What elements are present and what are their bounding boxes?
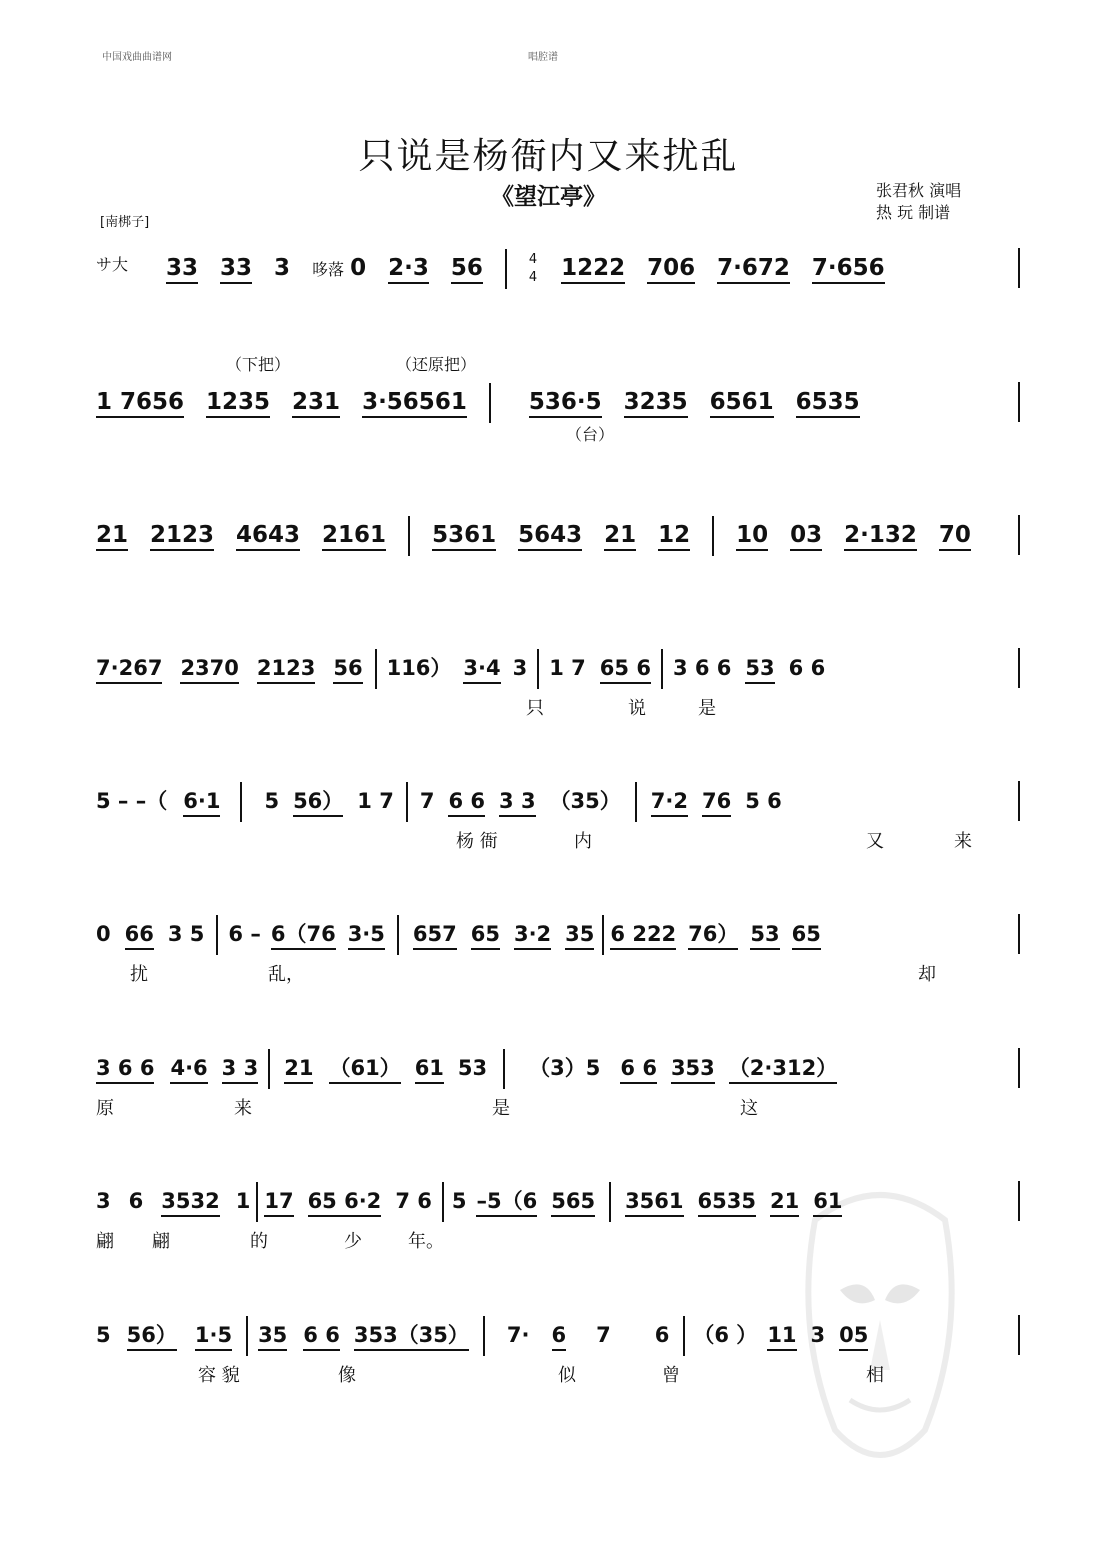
- note-group: 7: [419, 789, 435, 813]
- lyric: 似: [558, 1365, 576, 1386]
- lyric: 只: [526, 698, 544, 719]
- note-group: 6: [128, 1189, 144, 1213]
- note-group: 3·56561: [362, 389, 467, 418]
- bar-line: [397, 915, 399, 955]
- note-group: 536·5: [529, 389, 602, 418]
- lyrics-row: [96, 694, 1016, 719]
- bar-line: [1018, 914, 1020, 954]
- note-group: 3: [96, 1189, 111, 1213]
- notes-row: [96, 515, 1016, 555]
- note-group: 05: [839, 1322, 868, 1351]
- lyrics-row: [96, 1361, 1016, 1386]
- note-group: 65 6·2: [308, 1188, 382, 1217]
- lyric: 少: [344, 1231, 362, 1252]
- bar-line: [602, 915, 604, 955]
- note-group: 21: [604, 522, 636, 551]
- note-group: 1 7: [357, 789, 394, 813]
- bar-line: [1018, 515, 1020, 555]
- bar-line: [408, 516, 410, 556]
- note-group: 5: [451, 1189, 467, 1213]
- bar-line: [609, 1182, 611, 1222]
- lyric: 杨 衙: [456, 831, 498, 852]
- note-group: 7·267: [96, 655, 162, 684]
- annotation-xiaba: （下把）: [226, 355, 291, 374]
- note-group: 3·4: [463, 655, 500, 684]
- note-group: 10: [736, 522, 768, 551]
- lyric: 原: [96, 1098, 114, 1119]
- note-group: 6·1: [183, 788, 220, 817]
- note-group: 6535: [698, 1188, 756, 1217]
- lyric: 却: [918, 964, 936, 985]
- note-group: 6: [552, 1322, 567, 1351]
- note-group: 0: [350, 255, 367, 281]
- note-group: 2·3: [388, 255, 429, 284]
- note-group: 33: [166, 255, 198, 284]
- note-group: 6 6: [620, 1055, 657, 1084]
- lyric: 内: [574, 831, 592, 852]
- note-group: 6 –: [228, 922, 261, 946]
- note-group: 1222: [561, 255, 625, 284]
- note-group: 6561: [710, 389, 774, 418]
- note-group: 17: [264, 1188, 293, 1217]
- note-group: 6535: [796, 389, 860, 418]
- lyric: 翩: [96, 1231, 114, 1252]
- note-group: 35: [565, 921, 594, 950]
- lyric: 年。: [408, 1231, 444, 1252]
- note-group: 3·5: [348, 921, 385, 950]
- note-group: 5 6: [745, 789, 782, 813]
- note-group: 6（76: [271, 921, 336, 950]
- note-group: （3）5: [529, 1056, 601, 1080]
- notes-row: [96, 382, 1016, 422]
- note-group: （61）: [329, 1055, 400, 1084]
- note-group: 3: [512, 656, 528, 680]
- bar-line: [505, 249, 507, 289]
- lyric: 像: [338, 1365, 356, 1386]
- tempo-marking: サ大: [96, 255, 129, 274]
- note-group: 12: [658, 522, 690, 551]
- note-group: 21: [96, 522, 128, 551]
- note-group: 7·656: [812, 255, 885, 284]
- bar-line: [375, 649, 377, 689]
- note-group: 6 6: [788, 656, 826, 680]
- note-group: （2·312）: [729, 1055, 837, 1084]
- performer-credit: 张君秋 演唱: [876, 181, 962, 200]
- bar-line: [635, 782, 637, 822]
- bar-line: [683, 1316, 685, 1356]
- note-group: 66: [125, 921, 154, 950]
- note-group: 21: [770, 1188, 799, 1217]
- notes-row: [96, 914, 1016, 954]
- note-group: 2161: [322, 522, 386, 551]
- note-group: 1 7656: [96, 389, 184, 418]
- note-group: 2123: [150, 522, 214, 551]
- note-group: 5 – –（: [96, 789, 168, 813]
- lyric: 是: [698, 698, 716, 719]
- note-group: 61: [813, 1188, 842, 1217]
- note-group: 5: [264, 789, 280, 813]
- lyrics-row: [96, 1227, 1016, 1252]
- note-group: 3·2: [514, 921, 551, 950]
- note-group: 3 6 6: [672, 656, 732, 680]
- note-group: 61: [415, 1055, 444, 1084]
- note-group: 7·672: [717, 255, 790, 284]
- note-group: 53: [750, 921, 779, 950]
- note-group: 1: [235, 1189, 251, 1213]
- note-group: 6: [654, 1323, 670, 1347]
- note-group: （6 ）: [693, 1323, 758, 1347]
- annotation-duoluo: 哆落: [312, 260, 345, 279]
- note-group: 3532: [161, 1188, 219, 1217]
- note-group: 76）: [688, 921, 738, 950]
- site-name: 中国戏曲曲谱网: [102, 52, 172, 63]
- note-group: 70: [939, 522, 971, 551]
- note-group: 53: [745, 655, 774, 684]
- note-group: 3: [274, 255, 291, 281]
- melody-mode: [南梆子]: [100, 215, 150, 230]
- bar-line: [240, 782, 242, 822]
- bar-line: [1018, 248, 1020, 288]
- bar-line: [1018, 648, 1020, 688]
- bar-line: [483, 1316, 485, 1356]
- note-group: 1 7: [549, 656, 586, 680]
- note-group: 3 3: [222, 1055, 259, 1084]
- lyric: 来: [954, 831, 972, 852]
- bar-line: [1018, 1315, 1020, 1355]
- note-group: 2·132: [844, 522, 917, 551]
- notes-row: [96, 648, 1016, 688]
- note-group: 3235: [624, 389, 688, 418]
- bar-line: [1018, 1048, 1020, 1088]
- notes-row: [166, 248, 1016, 288]
- note-group: 4643: [236, 522, 300, 551]
- note-group: 76: [702, 788, 731, 817]
- bar-line: [537, 649, 539, 689]
- bar-line: [1018, 781, 1020, 821]
- note-group: 3 3: [499, 788, 536, 817]
- lyric: 曾: [662, 1365, 680, 1386]
- annotation-huanyuanba: （还原把）: [396, 355, 477, 374]
- annotation-tai: （台）: [566, 425, 615, 444]
- lyric: 的: [250, 1231, 268, 1252]
- note-group: 3561: [625, 1188, 683, 1217]
- note-group: 2123: [257, 655, 315, 684]
- bar-line: [246, 1316, 248, 1356]
- lyric: 翩: [152, 1231, 170, 1252]
- note-group: 7·: [506, 1323, 530, 1347]
- note-group: 5361: [432, 522, 496, 551]
- note-group: 1235: [206, 389, 270, 418]
- lyric: 扰: [130, 964, 148, 985]
- note-group: 0: [96, 922, 111, 946]
- note-group: 3 5: [167, 922, 205, 946]
- note-group: 565: [551, 1188, 595, 1217]
- note-group: 21: [284, 1055, 313, 1084]
- note-group: 3: [810, 1323, 826, 1347]
- lyrics-row: [96, 827, 1016, 852]
- bar-line: [661, 649, 663, 689]
- note-group: 2370: [180, 655, 238, 684]
- lyric: 又: [866, 831, 884, 852]
- bar-line: [216, 915, 218, 955]
- bar-line: [712, 516, 714, 556]
- note-group: 65: [471, 921, 500, 950]
- bar-line: [442, 1182, 444, 1222]
- note-group: 11: [767, 1322, 796, 1351]
- notes-row: [96, 1315, 1016, 1355]
- note-group: 65 6: [600, 655, 651, 684]
- note-group: 7: [596, 1323, 611, 1347]
- note-group: 353: [671, 1055, 715, 1084]
- note-group: 56: [451, 255, 483, 284]
- note-group: 5643: [518, 522, 582, 551]
- lyric: 容 貌: [198, 1365, 240, 1386]
- notes-row: [96, 1048, 1016, 1088]
- note-group: 65: [792, 921, 821, 950]
- time-signature: 4 4: [528, 251, 538, 285]
- bar-line: [256, 1182, 258, 1222]
- song-title: 只说是杨衙内又来扰乱: [358, 136, 739, 177]
- bar-line: [268, 1049, 270, 1089]
- note-group: 353（35）: [354, 1322, 469, 1351]
- bar-line: [1018, 1181, 1020, 1221]
- bar-line: [503, 1049, 505, 1089]
- note-group: –5（6: [476, 1188, 537, 1217]
- note-group: （35）: [549, 789, 621, 813]
- note-group: 3 6 6: [96, 1055, 154, 1084]
- note-group: 5: [96, 1323, 111, 1347]
- note-group: 1·5: [195, 1322, 232, 1351]
- note-group: 56）: [293, 788, 343, 817]
- note-group: 116）: [386, 656, 452, 680]
- note-group: 657: [413, 921, 457, 950]
- lyric: 是: [492, 1098, 510, 1119]
- lyrics-row: [96, 960, 1016, 985]
- note-group: 6 6: [448, 788, 485, 817]
- bar-line: [1018, 382, 1020, 422]
- lyrics-row: [96, 1094, 1016, 1119]
- note-group: 706: [647, 255, 695, 284]
- note-group: 56: [333, 655, 362, 684]
- lyric: 这: [740, 1098, 758, 1119]
- lyric: 相: [866, 1365, 884, 1386]
- lyric: 乱，: [268, 964, 304, 985]
- note-group: 231: [292, 389, 340, 418]
- score-type: 唱腔谱: [528, 52, 558, 63]
- note-group: 56）: [127, 1322, 177, 1351]
- note-group: 7·2: [651, 788, 688, 817]
- arranger-credit: 热 玩 制谱: [876, 203, 951, 222]
- bar-line: [489, 383, 491, 423]
- opera-name: 《望江亭》: [491, 183, 606, 210]
- note-group: 03: [790, 522, 822, 551]
- note-group: 6 222: [610, 921, 676, 950]
- annotation-tai-row: [96, 422, 1016, 444]
- note-group: 7 6: [395, 1189, 432, 1213]
- note-group: 33: [220, 255, 252, 284]
- notes-row: [96, 781, 1016, 821]
- notes-row: [96, 1181, 1016, 1221]
- bar-line: [406, 782, 408, 822]
- note-group: 35: [258, 1322, 287, 1351]
- note-group: 4·6: [170, 1055, 207, 1084]
- note-group: 53: [457, 1056, 488, 1080]
- note-group: 6 6: [303, 1322, 340, 1351]
- lyric: 来: [234, 1098, 252, 1119]
- lyric: 说: [628, 698, 646, 719]
